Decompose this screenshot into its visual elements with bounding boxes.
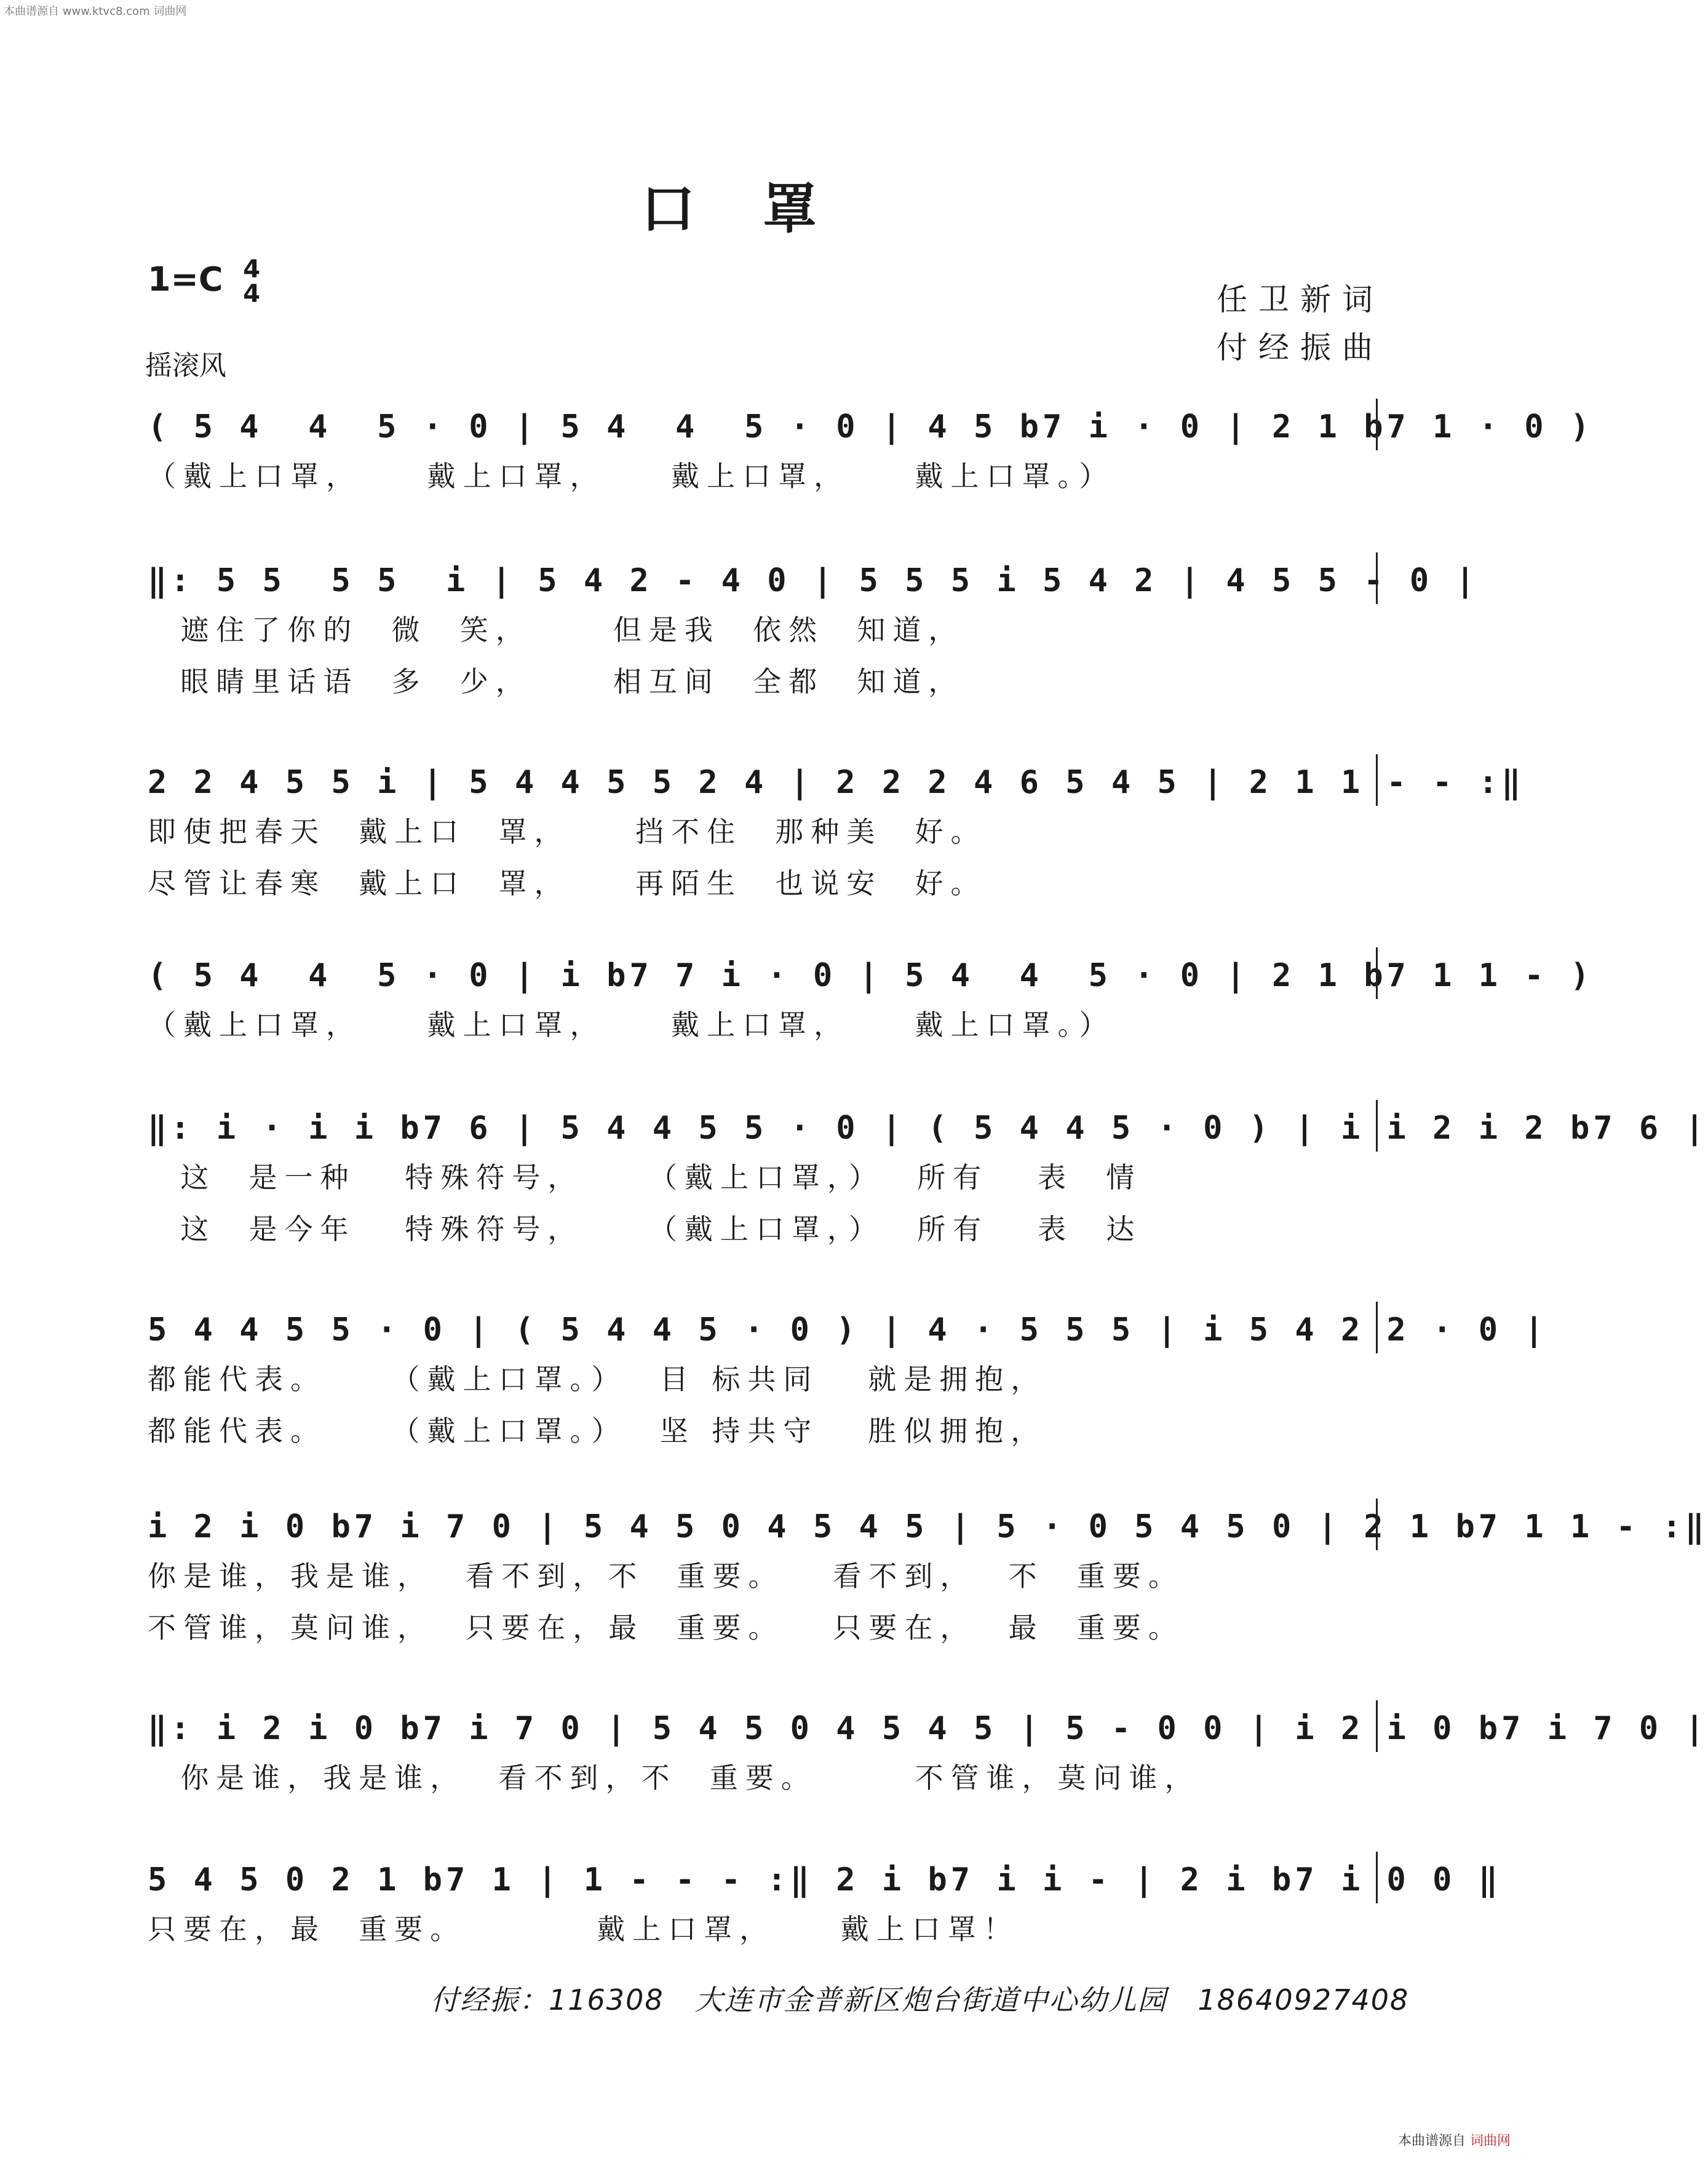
barline	[1376, 399, 1384, 450]
lyric-line: 即使把春天 戴上口 罩， 挡不住 那种美 好。	[148, 815, 987, 848]
composer-credit: 付经振曲	[1217, 330, 1384, 365]
time-signature-bottom: 4	[243, 280, 261, 308]
barline	[1376, 947, 1384, 999]
lyricist-credit: 任卫新词	[1217, 282, 1384, 317]
notation-text: 2 2 4 5 5 i | 5 4 4 5 5 2 4 | 2 2 2 4 6 5 4 5 | 2 1 1 - - :‖	[148, 764, 1525, 801]
notation-text: ( 5 4 4 5 · 0 | i b7 7 i · 0 | 5 4 4 5 · 0 | 2 1 b7 1 1 - )	[148, 957, 1594, 994]
score-system-9	[148, 1852, 1502, 1955]
lyric-line: 这 是今年 特殊符号， （戴上口罩，） 所有 表 达	[148, 1212, 1142, 1246]
lyric-line: 只要在，最 重要。 戴上口罩， 戴上口罩！	[148, 1913, 1019, 1946]
notation-line	[148, 1302, 1547, 1353]
lyric-line: 尽管让春寒 戴上口 罩， 再陌生 也说安 好。	[148, 867, 987, 900]
lyric-line: 这 是一种 特殊符号， （戴上口罩，） 所有 表 情	[148, 1161, 1142, 1194]
notation-text: 5 4 5 0 2 1 b7 1 | 1 - - - :‖ 2 i b7 i i - | 2 i b7 i 0 0 ‖	[148, 1861, 1502, 1898]
credits	[1217, 276, 1384, 372]
notation-text: 5 4 4 5 5 · 0 | ( 5 4 4 5 · 0 ) | 4 · 5 5 5 | i 5 4 2 2 · 0 |	[148, 1312, 1547, 1348]
notation-line	[148, 1700, 1708, 1752]
score-system-5	[148, 1100, 1708, 1255]
watermark-top: 本曲谱源自 www.ktvc8.com 词曲网	[4, 5, 187, 18]
notation-text: ‖: 5 5 5 5 i | 5 4 2 - 4 0 | 5 5 5 i 5 4 2 | 4 5 5 - 0 |	[148, 562, 1479, 599]
watermark-bottom	[1398, 2130, 1511, 2149]
song-title: 口罩	[640, 177, 884, 241]
notation-text: ( 5 4 4 5 · 0 | 5 4 4 5 · 0 | 4 5 b7 i · 0 | 2 1 b7 1 · 0 )	[148, 408, 1594, 445]
watermark-brand: 词曲网	[1469, 2133, 1511, 2149]
barline	[1376, 1100, 1384, 1152]
score-system-1	[148, 399, 1594, 502]
score-system-2	[148, 552, 1479, 707]
time-signature-top: 4	[243, 255, 261, 284]
notation-line	[148, 1100, 1708, 1152]
notation-line	[148, 947, 1594, 999]
score-system-7	[148, 1499, 1708, 1654]
lyric-line: 遮住了你的 微 笑， 但是我 依然 知道，	[148, 613, 964, 647]
lyric-line: 都能代表。 （戴上口罩。） 目 标共同 就是拥抱，	[148, 1363, 1047, 1396]
lyric-line: 你是谁，我是谁， 看不到，不 重要。 不管谁，莫问谁，	[148, 1761, 1201, 1794]
notation-text: i 2 i 0 b7 i 7 0 | 5 4 5 0 4 5 4 5 | 5 · 0 5 4 5 0 | 2 1 b7 1 1 - :‖	[148, 1508, 1708, 1545]
tempo-marking: 摇滚风	[145, 350, 226, 381]
barline	[1376, 1499, 1384, 1550]
notation-text: ‖: i 2 i 0 b7 i 7 0 | 5 4 5 0 4 5 4 5 | 5 - 0 0 | i 2 i 0 b7 i 7 0 |	[148, 1710, 1708, 1747]
score-system-4	[148, 947, 1594, 1051]
notation-line	[148, 552, 1479, 604]
barline	[1376, 1852, 1384, 1903]
notation-text: ‖: i · i i b7 6 | 5 4 4 5 5 · 0 | ( 5 4 4 5 · 0 ) | i i 2 i 2 b7 6 |	[148, 1110, 1708, 1147]
score-system-8	[148, 1700, 1708, 1804]
lyric-line: （戴上口罩， 戴上口罩， 戴上口罩， 戴上口罩。）	[148, 1008, 1115, 1041]
lyric-line: 都能代表。 （戴上口罩。） 坚 持共守 胜似拥抱，	[148, 1414, 1047, 1447]
key-label: 1=C	[148, 260, 223, 299]
barline	[1376, 1302, 1384, 1353]
footer-contact: 付经振：116308 大连市金普新区炮台街道中心幼儿园 18640927408	[431, 1983, 1410, 2017]
lyric-line: 眼睛里话语 多 少， 相互间 全都 知道，	[148, 665, 964, 698]
lyric-line: 你是谁，我是谁， 看不到，不 重要。 看不到， 不 重要。	[148, 1559, 1184, 1593]
notation-line	[148, 399, 1594, 450]
key-signature	[148, 257, 260, 306]
barline	[1376, 552, 1384, 604]
barline	[1376, 754, 1384, 806]
score-system-3	[148, 754, 1525, 909]
time-signature	[243, 257, 260, 306]
barline	[1376, 1700, 1384, 1752]
lyric-line: 不管谁，莫问谁， 只要在，最 重要。 只要在， 最 重要。	[148, 1611, 1184, 1644]
notation-line	[148, 1499, 1708, 1550]
watermark-prefix: 本曲谱源自	[1397, 2133, 1466, 2149]
lyric-line: （戴上口罩， 戴上口罩， 戴上口罩， 戴上口罩。）	[148, 460, 1115, 493]
notation-line	[148, 754, 1525, 806]
notation-line	[148, 1852, 1502, 1903]
score-system-6	[148, 1302, 1547, 1457]
